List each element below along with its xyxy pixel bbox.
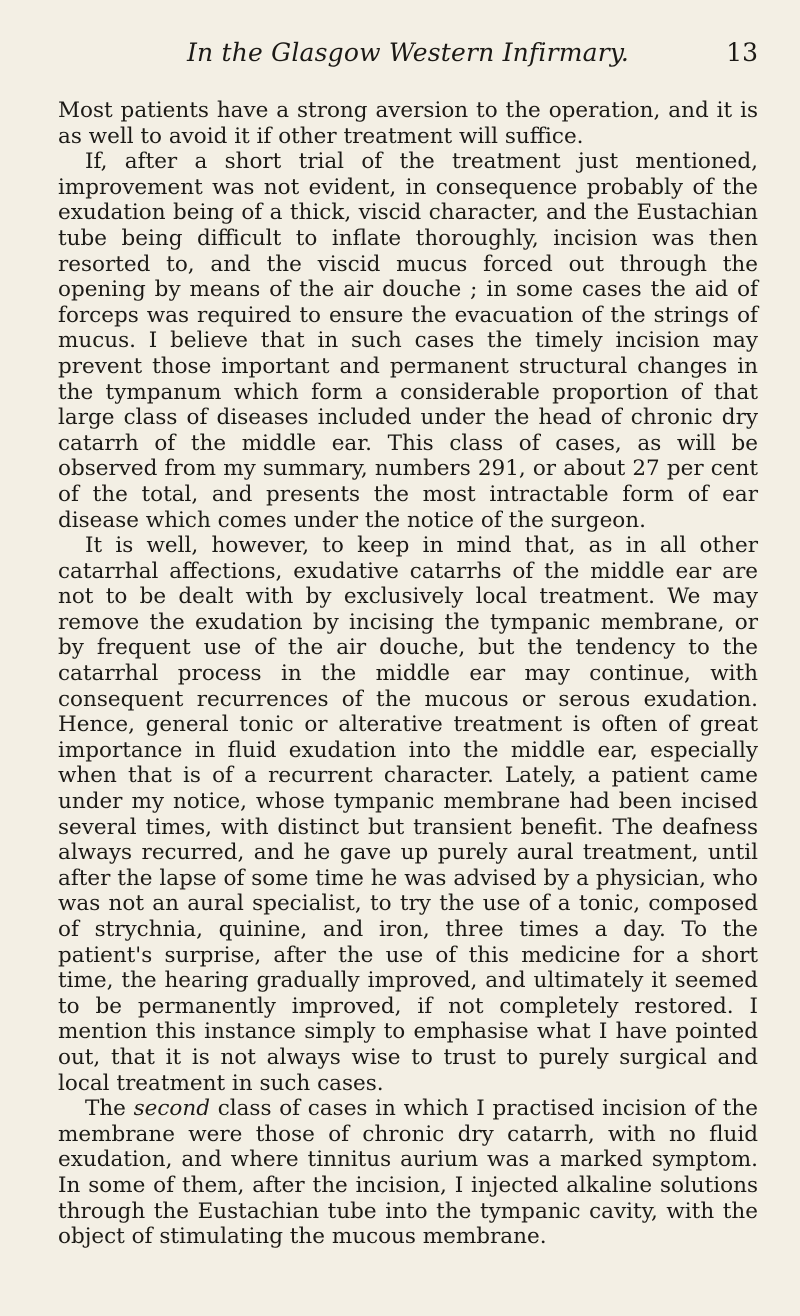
page-number: 13 bbox=[726, 38, 758, 67]
paragraph-3: It is well, however, to keep in mind that, as in all other catarrhal affections, exudative catarrhs of the middle ear are not to be dealt with by exclusively local treatment. We may remove the exudation by incising the tympanic membrane, or by frequent use of the air douche, but the tendency to the catarrhal process in the middle ear may continue, with consequent recurrences of the mucous or serous exudation. Hence, general tonic or alterative treatment is often of great importance in fluid exudation into the middle ear, especially when that is of a recurrent character. Lately, a patient came under my notice, whose tympanic membrane had been incised several times, with distinct but transient benefit. The deafness always recurred, and he gave up purely aural treatment, until after the lapse of some time he was advised by a physician, who was not an aural specialist, to try the use of a tonic, composed of strychnia, quinine, and iron, three times a day. To the patient's surprise, after the use of this medicine for a short time, the hearing gradually improved, and ultimately it seemed to be permanently improved, if not completely restored. I mention this instance simply to emphasise what I have pointed out, that it is not always wise to trust to purely surgical and local treatment in such cases. bbox=[58, 533, 758, 1096]
body-text bbox=[58, 98, 758, 1250]
paragraph-4 bbox=[58, 1096, 758, 1250]
running-head-title: In the Glasgow Western Infirmary. bbox=[186, 38, 630, 67]
running-head bbox=[58, 38, 758, 72]
paragraph-2: If, after a short trial of the treatment just mentioned, improvement was not evident, in consequence probably of the exudation being of a thick, viscid character, and the Eustachian tube being difficult to inflate thoroughly, incision was then resorted to, and the viscid mucus forced out through the opening by means of the air douche ; in some cases the aid of forceps was required to ensure the evacuation of the strings of mucus. I believe that in such cases the timely incision may prevent those important and permanent structural changes in the tympanum which form a considerable proportion of that large class of diseases included under the head of chronic dry catarrh of the middle ear. This class of cases, as will be observed from my summary, numbers 291, or about 27 per cent of the total, and presents the most intractable form of ear disease which comes under the notice of the surgeon. bbox=[58, 149, 758, 533]
paragraph-4-lead: The bbox=[85, 1096, 134, 1122]
paragraph-4-rest: class of cases in which I practised incision of the membrane were those of chronic dry catarrh, with no fluid exudation, and where tinnitus aurium was a marked symptom. In some of them, after the incision, I injected alkaline solutions through the Eustachian tube into the tympanic cavity, with the object of stimulating the mucous membrane. bbox=[58, 1096, 758, 1250]
paragraph-1: Most patients have a strong aversion to the operation, and it is as well to avoid it if other treatment will suffice. bbox=[58, 98, 758, 149]
emphasis-second: second bbox=[133, 1096, 210, 1122]
